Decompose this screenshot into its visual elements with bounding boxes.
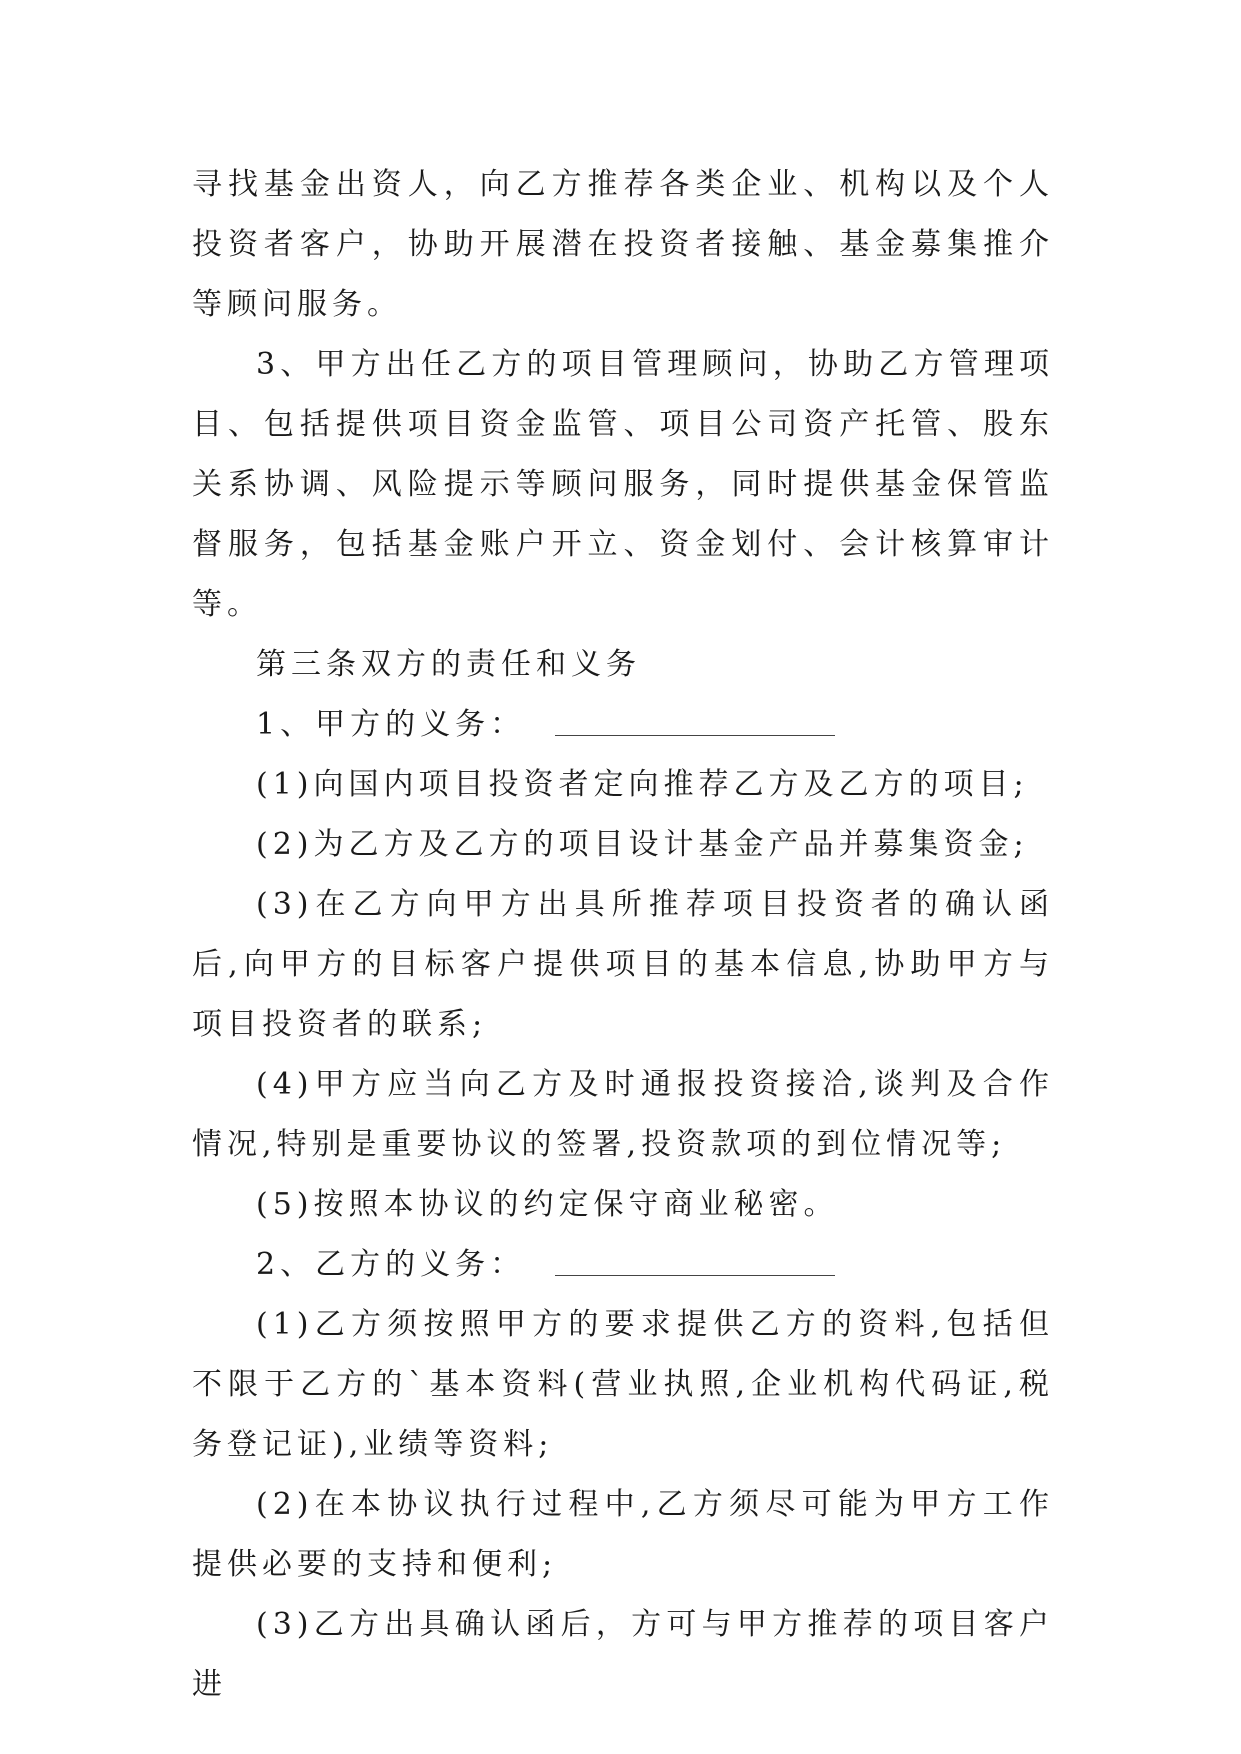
- party-a-obligations-heading: [192, 695, 1054, 755]
- party-a-obligations-label: 1、甲方的义务：: [256, 707, 526, 742]
- party-b-obligations-heading: [192, 1235, 1054, 1295]
- party-b-obligation-1: (1)乙方须按照甲方的要求提供乙方的资料,包括但不限于乙方的`基本资料(营业执照,企业机构代码证,税务登记证),业绩等资料;: [192, 1307, 1054, 1462]
- party-b-obligations-label: 2、乙方的义务：: [256, 1247, 526, 1282]
- document-body: [192, 155, 1054, 1715]
- fill-in-blank-line: [555, 1245, 835, 1276]
- party-a-obligation-1: (1)向国内项目投资者定向推荐乙方及乙方的项目;: [256, 767, 1029, 802]
- party-b-obligation-2: (2)在本协议执行过程中,乙方须尽可能为甲方工作提供必要的支持和便利;: [192, 1487, 1054, 1582]
- article-3-heading: 第三条双方的责任和义务: [256, 647, 641, 682]
- party-a-obligation-2: (2)为乙方及乙方的项目设计基金产品并募集资金;: [256, 827, 1029, 862]
- paragraph-item-3-project-management: 3、甲方出任乙方的项目管理顾问，协助乙方管理项目、包括提供项目资金监管、项目公司资产托管、股东关系协调、风险提示等顾问服务，同时提供基金保管监督服务，包括基金账户开立、资金划付、会计核算审计等。: [192, 347, 1054, 622]
- party-a-obligation-3: (3)在乙方向甲方出具所推荐项目投资者的确认函后,向甲方的目标客户提供项目的基本信息,协助甲方与项目投资者的联系;: [192, 887, 1054, 1042]
- party-a-obligation-4: (4)甲方应当向乙方及时通报投资接洽,谈判及合作情况,特别是重要协议的签署,投资款项的到位情况等;: [192, 1067, 1054, 1162]
- party-b-obligation-3: (3)乙方出具确认函后，方可与甲方推荐的项目客户进: [192, 1607, 1054, 1702]
- paragraph-fundraising-continued: 寻找基金出资人，向乙方推荐各类企业、机构以及个人投资者客户，协助开展潜在投资者接触、基金募集推介等顾问服务。: [192, 167, 1054, 322]
- fill-in-blank-line: [555, 705, 835, 736]
- party-a-obligation-5: (5)按照本协议的约定保守商业秘密。: [256, 1187, 839, 1222]
